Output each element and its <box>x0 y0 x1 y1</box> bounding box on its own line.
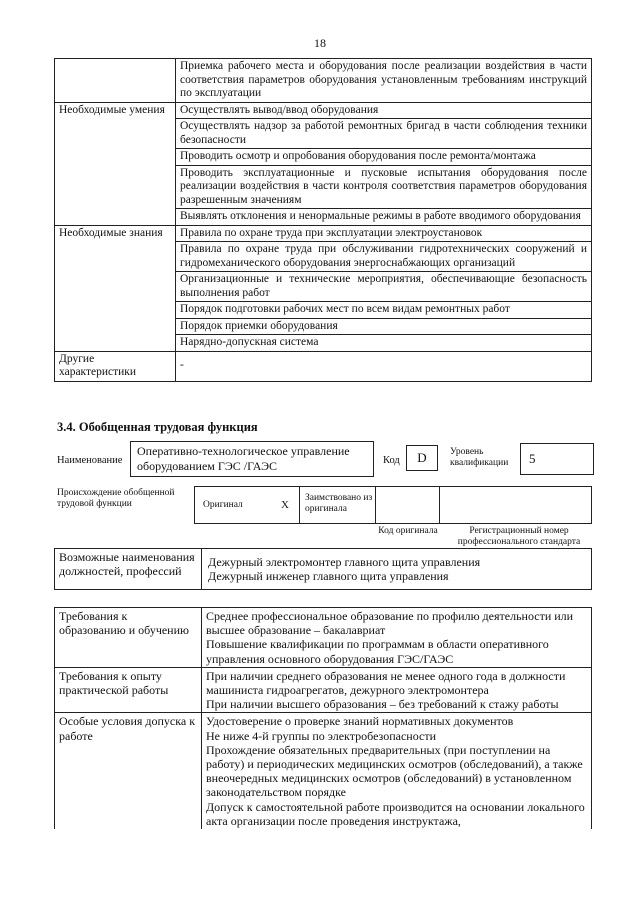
function-name: Оперативно-технологическое управление оборудованием ГЭС /ГАЭС <box>137 444 350 473</box>
code-value: D <box>417 450 427 465</box>
skills-knowledge-table <box>54 58 592 382</box>
requirement-line: Удостоверение о проверке знаний нормативных документов <box>206 714 514 729</box>
table-cell: Приемка рабочего места и оборудования после реализации воздействия в части соответствия параметров оборудования установленным требованиям инструкций по эксплуатации <box>176 59 592 103</box>
table-row <box>55 549 592 590</box>
divider <box>299 487 300 523</box>
level-value: 5 <box>529 451 536 466</box>
positions-table <box>54 548 592 590</box>
requirement-label: Требования к опыту практической работы <box>55 667 202 713</box>
table-cell: Правила по охране труда при обслуживании гидротехнических сооружений и гидромеханического оборудования энергоснабжающих организаций <box>176 242 592 272</box>
requirement-line: Допуск к самостоятельной работе производится на основании локального акта организации после проведения инструктажа, <box>206 799 585 828</box>
level-box <box>520 443 594 475</box>
table-cell: Организационные и технические мероприятия, обеспечивающие безопасность выполнения работ <box>176 272 592 302</box>
row-label: Необходимые умения <box>55 102 176 225</box>
position-item: Дежурный инженер главного щита управления <box>208 569 449 583</box>
borrowed-label: Заимствовано из оригинала <box>305 493 373 514</box>
table-row <box>55 608 592 668</box>
table-row <box>55 225 592 242</box>
requirement-cell <box>202 713 592 829</box>
requirement-cell <box>202 667 592 713</box>
requirement-line: При наличии высшего образования – без требований к стажу работы <box>206 697 559 712</box>
divider <box>439 487 440 523</box>
original-mark: X <box>281 499 289 511</box>
table-row <box>55 351 592 381</box>
requirement-line: Не ниже 4-й группы по электробезопасности <box>206 728 436 743</box>
name-label: Наименование <box>57 455 123 466</box>
code-caption: Код оригинала <box>378 526 438 536</box>
requirement-cell <box>202 608 592 668</box>
page-number: 18 <box>314 36 326 50</box>
table-row <box>55 59 592 103</box>
requirement-line: Прохождение обязательных предварительных (при поступлении на работу) и периодических медицинских осмотров (обследований), а также внеочередных медицинских осмотров (обследований) в установленном законодательством порядке <box>206 742 583 800</box>
origin-label: Происхождение обобщенной трудовой функции <box>57 488 175 509</box>
section-title: 3.4. Обобщенная трудовая функция <box>57 420 258 434</box>
table-cell: Порядок подготовки рабочих мест по всем видам ремонтных работ <box>176 302 592 319</box>
requirements-table <box>54 607 592 829</box>
reg-number-caption: Регистрационный номер профессионального стандарта <box>457 526 581 547</box>
positions-cell <box>202 549 592 590</box>
requirement-line: Повышение квалификации по программам в области оперативного управления основного оборудования ГЭС/ГАЭС <box>206 637 549 666</box>
row-label: Необходимые знания <box>55 225 176 351</box>
table-cell: Проводить осмотр и опробования оборудования после ремонта/монтажа <box>176 149 592 166</box>
table-cell: Нарядно-допускная система <box>176 335 592 352</box>
table-row <box>55 713 592 829</box>
origin-box <box>194 486 592 524</box>
function-name-box <box>130 441 374 477</box>
table-row <box>55 667 592 713</box>
table-row <box>55 102 592 119</box>
original-label: Оригинал <box>203 500 243 510</box>
positions-label: Возможные наименования должностей, профессий <box>55 549 202 590</box>
row-label <box>55 59 176 103</box>
row-label: Другие характеристики <box>55 351 176 381</box>
table-cell: - <box>176 351 592 381</box>
table-cell: Проводить эксплуатационные и пусковые испытания оборудования после реализации воздействия в части контроля соответствия параметров оборудования разрешенным значениям <box>176 165 592 209</box>
table-cell: Выявлять отклонения и ненормальные режимы в работе вводимого оборудования <box>176 209 592 226</box>
position-item: Дежурный электромонтер главного щита управления <box>208 555 481 569</box>
table-cell: Правила по охране труда при эксплуатации электроустановок <box>176 225 592 242</box>
table-cell: Осуществлять вывод/ввод оборудования <box>176 102 592 119</box>
requirement-line: При наличии среднего образования не менее одного года в должности машиниста гидроагрегатов, дежурного электромонтера <box>206 668 566 698</box>
code-label: Код <box>383 455 400 466</box>
table-cell: Порядок приемки оборудования <box>176 318 592 335</box>
level-label: Уровень квалификации <box>450 447 509 468</box>
requirement-label: Особые условия допуска к работе <box>55 713 202 829</box>
table-cell: Осуществлять надзор за работой ремонтных бригад в части соблюдения техники безопасности <box>176 119 592 149</box>
divider <box>375 487 376 523</box>
requirement-label: Требования к образованию и обучению <box>55 608 202 668</box>
requirement-line: Среднее профессиональное образование по профилю деятельности или высшее образование – бакалавриат <box>206 609 574 638</box>
code-box <box>406 445 438 471</box>
